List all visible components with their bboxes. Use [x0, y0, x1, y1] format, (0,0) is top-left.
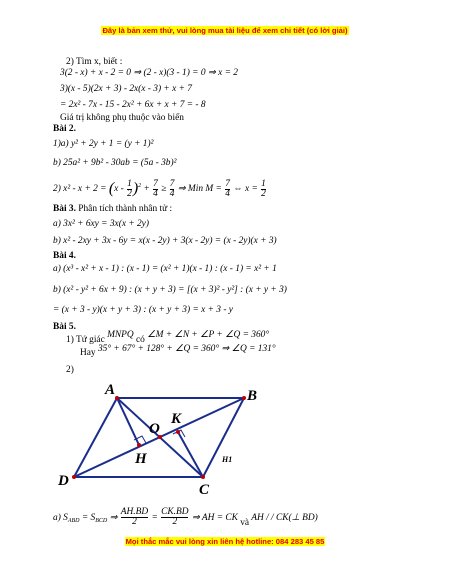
bai3-line-1: a) 3x² + 6xy = 3x(x + 2y) — [53, 219, 149, 229]
equation-2: 3)(x - 5)(2x + 3) - 2x(x - 3) + x + 7 — [60, 84, 192, 94]
edge-da — [74, 398, 117, 477]
bai3-line-2: b) x² - 2xy + 3x - 6y = x(x - 2y) + 3(x - 2y) = (x - 2y)(x + 3) — [53, 236, 277, 246]
bai5-line-1: 1) Tứ giác MNPQ có ∠M + ∠N + ∠P + ∠Q = 360° — [66, 330, 270, 345]
bai4-line-2: b) (x² - y² + 6x + 9) : (x + y + 3) = [(x + 3)² - y²] : (x + y + 3) — [53, 285, 287, 295]
segment-ck — [178, 432, 203, 477]
label-k: K — [171, 411, 182, 427]
equation-1: 3(2 - x) + x - 2 = 0 ⇒ (2 - x)(3 - 1) = 0 ⇒ x = 2 — [60, 68, 238, 78]
note-text: Giá trị không phụ thuộc vào biến — [60, 113, 184, 123]
task-heading: 2) Tìm x, biết : — [66, 57, 123, 67]
bai4-line-3: = (x + 3 - y)(x + y + 3) : (x + y + 3) = x + 3 - y — [53, 305, 233, 315]
label-a: A — [105, 382, 116, 398]
edge-bc — [203, 398, 244, 477]
bai4-title: Bài 4. — [53, 251, 76, 261]
point-k — [176, 430, 180, 434]
bai2-line-2: b) 25a² + 9b² - 30ab = (5a - 3b)² — [53, 158, 177, 168]
label-b: B — [247, 388, 258, 404]
label-h1: H1 — [222, 455, 233, 464]
label-o: O — [149, 421, 160, 437]
bai5-line-3: 2) — [66, 365, 74, 375]
segment-ah — [117, 398, 139, 445]
bai5-title: Bài 5. — [53, 322, 76, 332]
footer-banner: Mọi thắc mắc vui lòng xin liên hệ hotline: 084 283 45 85 — [125, 537, 325, 546]
bai2-line-3: 2) x² - x + 2 = (x - $\frac{1}{2}$ )$^2$ + $\frac{7}{4}$ ≥ $\frac{7}{4}$ ⇒ Min M = $\frac{7}{4}$ ⇔ x = $\frac{1}{2}$ — [53, 178, 266, 199]
point-a — [115, 396, 119, 400]
point-d — [72, 475, 76, 479]
point-c — [201, 475, 205, 479]
header-banner: Đây là bản xem thử, vui lòng mua tài liệu để xem chi tiết (có lời giải) — [102, 26, 348, 35]
area-equation: a) $S_{ABD} = S_{BCD}$ ⇒ $\frac{AH.BD}{2}$ = $\frac{CK.BD}{2}$ ⇒ AH = CK và AH / / CK(⊥ BD) — [53, 507, 318, 528]
point-h — [137, 443, 141, 447]
point-b — [242, 396, 246, 400]
label-d: D — [58, 473, 69, 489]
label-h: H — [135, 451, 147, 467]
bai2-title: Bài 2. — [53, 124, 76, 134]
bai5-line-2: Hay 35° + 67° + 128° + ∠Q = 360° ⇒ ∠Q = 131° — [80, 344, 276, 358]
bai4-line-1: a) (x³ - x² + x - 1) : (x - 1) = (x² + 1)(x - 1) : (x - 1) = x² + 1 — [53, 264, 277, 274]
label-c: C — [199, 482, 210, 498]
equation-3: = 2x² - 7x - 15 - 2x² + 6x + x + 7 = - 8 — [60, 100, 206, 110]
bai3-title: Bài 3. Phân tích thành nhân tử : — [53, 204, 173, 214]
bai2-line-1: 1)a) y² + 2y + 1 = (y + 1)² — [53, 139, 154, 149]
